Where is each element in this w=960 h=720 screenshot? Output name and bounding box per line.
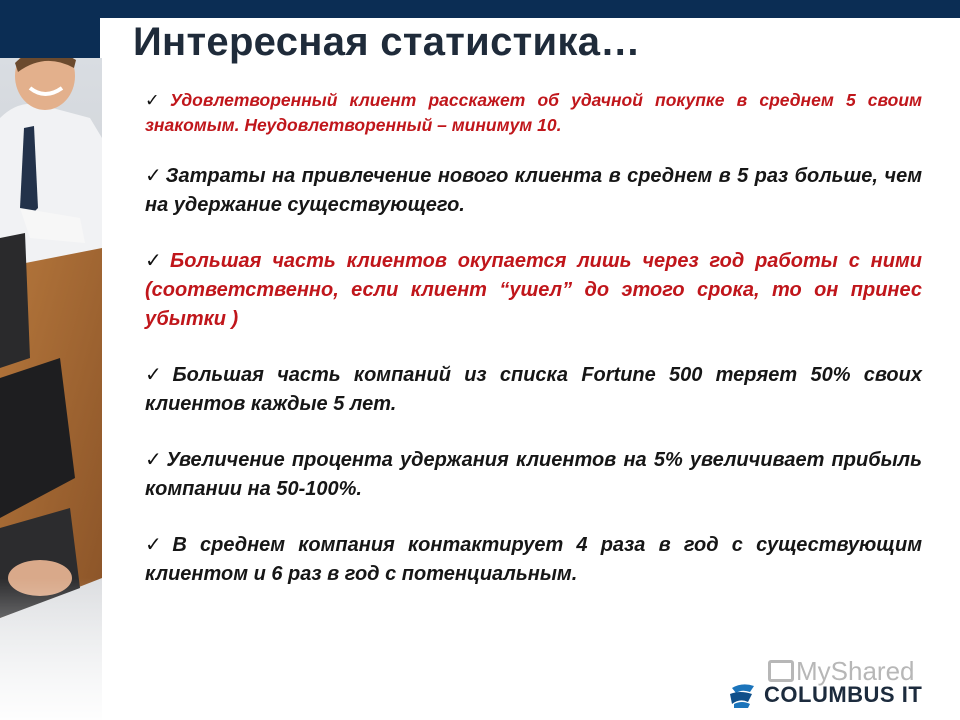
top-banner-bar: [0, 0, 960, 18]
bullet-text: Удовлетворенный клиент расскажет об удачной покупке в среднем 5 своим знакомым. Неудовлетворенный – минимум 10.: [145, 90, 923, 135]
list-item: [145, 531, 922, 589]
columbus-logo-icon: [728, 682, 756, 708]
checkmark-icon: ✓: [145, 90, 167, 110]
list-item: [145, 446, 922, 504]
left-banner-stripe: [0, 18, 100, 58]
list-item: [145, 247, 922, 334]
statistics-list: [145, 88, 922, 616]
company-logo: [728, 680, 922, 710]
bullet-text: Затраты на привлечение нового клиента в среднем в 5 раз больше, чем на удержание существующего.: [145, 165, 922, 216]
bullet-text: Большая часть клиентов окупается лишь через год работы с ними (соответственно, если клиент “ушел” до этого срока, то он принес убытки ): [145, 250, 922, 330]
bullet-text: В среднем компания контактирует 4 раза в год с существующим клиентом и 6 раз в год с потенциальным.: [145, 534, 922, 585]
list-item: [145, 88, 922, 138]
checkmark-icon: ✓: [145, 364, 170, 386]
list-item: [145, 361, 922, 419]
bullet-text: Большая часть компаний из списка Fortune 500 теряет 50% своих клиентов каждые 5 лет.: [145, 364, 922, 415]
presentation-icon: [768, 660, 794, 682]
checkmark-icon: ✓: [145, 250, 168, 272]
checkmark-icon: ✓: [145, 449, 164, 471]
bullet-text: Увеличение процента удержания клиентов на 5% увеличивает прибыль компании на 50-100%.: [145, 449, 922, 500]
checkmark-icon: ✓: [145, 165, 163, 187]
list-item: [145, 162, 922, 220]
slide-title: Интересная статистика…: [133, 20, 641, 64]
logo-text: COLUMBUS IT: [764, 682, 923, 707]
watermark-text: MyShared: [796, 656, 915, 686]
checkmark-icon: ✓: [145, 534, 170, 556]
business-photo: [0, 58, 102, 720]
